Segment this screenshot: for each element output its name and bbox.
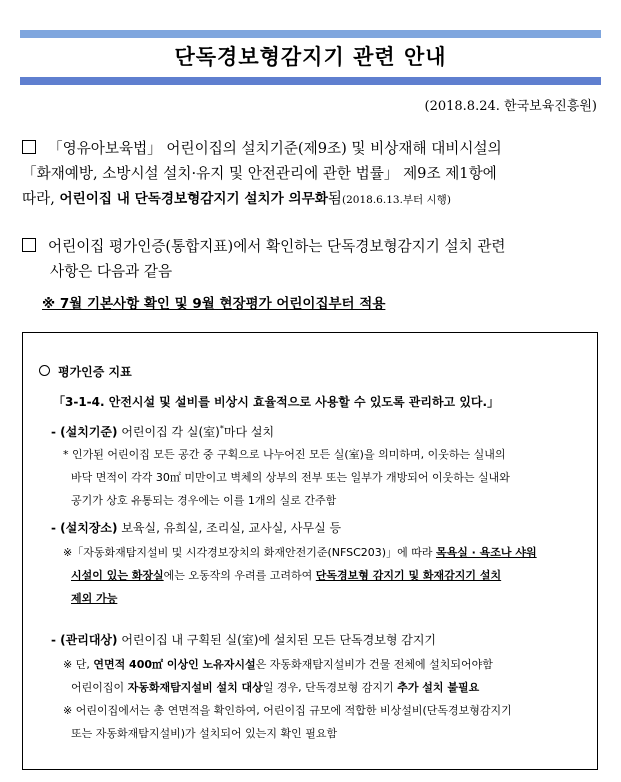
indicator-box bbox=[22, 332, 598, 770]
location-note2-bold1: 시설이 있는 화장실 bbox=[71, 569, 164, 582]
intro-p1-line3-suffix: 됨 bbox=[327, 190, 343, 207]
intro-p1-bold: 어린이집 내 단독경보형감지기 설치가 의무화 bbox=[59, 191, 328, 207]
intro-p1-line2: 「화재예방, 소방시설 설치·유지 및 안전관리에 관한 법률」 제9조 제1항에 bbox=[22, 165, 497, 182]
intro-p2-line2: 사항은 다음과 같음 bbox=[50, 263, 173, 280]
intro-p1-line3-prefix: 따라, bbox=[22, 190, 60, 207]
criteria-note-3: 공기가 상호 유통되는 경우에는 이를 1개의 실로 간주함 bbox=[71, 494, 337, 507]
indicator-text: 「3-1-4. 안전시설 및 설비를 비상시 효율적으로 사용할 수 있도록 관리하고 있다.」 bbox=[53, 395, 500, 409]
criteria-sup: * bbox=[219, 424, 224, 433]
scope-note-1 bbox=[63, 656, 493, 672]
intro-paragraph-2 bbox=[22, 234, 602, 284]
checkbox-icon bbox=[22, 238, 36, 252]
criteria-note-1: * 인가된 어린이집 모든 공간 중 구획으로 나누어진 모든 실(室)을 의미하며, 이웃하는 실내의 bbox=[63, 448, 506, 461]
intro-p2-line1: 어린이집 평가인증(통합지표)에서 확인하는 단독경보형감지기 설치 관련 bbox=[48, 238, 506, 255]
criteria-text-after: 마다 설치 bbox=[223, 425, 275, 439]
scope-note-2 bbox=[71, 679, 479, 695]
page-title: 단독경보형감지기 관련 안내 bbox=[174, 45, 447, 69]
box-heading bbox=[39, 363, 132, 380]
intro-p1-line3 bbox=[22, 186, 602, 213]
scope-n2-bold2: 추가 설치 불필요 bbox=[397, 681, 480, 694]
title-top-bar bbox=[20, 30, 601, 38]
criteria-label: - (설치기준) bbox=[51, 425, 118, 439]
intro-p1-date: (2018.6.13.부터 시행) bbox=[342, 194, 451, 206]
intro-paragraph-1 bbox=[22, 136, 602, 213]
intro-p1-line1: 「영유아보육법」 어린이집의 설치기준(제9조) 및 비상재해 대비시설의 bbox=[48, 140, 502, 157]
location-label: - (설치장소) bbox=[51, 521, 118, 535]
criteria-note-2: 바닥 면적이 각각 30㎡ 미만이고 벽체의 상부의 전부 또는 일부가 개방되어 이웃하는 실내와 bbox=[71, 471, 510, 484]
scope-n1-pre: ※ 단, bbox=[63, 658, 94, 671]
location-line bbox=[51, 519, 341, 536]
location-note2-bold2: 단독경보형 감지기 및 화재감지기 설치 bbox=[315, 569, 502, 582]
location-note2-mid: 에는 오동작의 우려를 고려하여 bbox=[163, 569, 316, 582]
apply-note: ※ 7월 기본사항 확인 및 9월 현장평가 어린이집부터 적용 bbox=[42, 296, 386, 312]
circle-bullet-icon bbox=[39, 365, 50, 376]
scope-n1-bold: 연면적 400㎡ 이상인 노유자시설 bbox=[93, 658, 256, 671]
box-heading-text: 평가인증 지표 bbox=[58, 365, 132, 379]
scope-text: 어린이집 내 구획된 실(室)에 설치된 모든 단독경보형 감지기 bbox=[117, 633, 436, 647]
scope-note-3: ※ 어린이집에서는 총 연면적을 확인하여, 어린이집 규모에 적합한 비상설비(단독경보형감지기 bbox=[63, 704, 512, 717]
location-note-pre: ※「자동화재탐지설비 및 시각경보장치의 화재안전기준(NFSC203)」에 따라 bbox=[63, 546, 436, 559]
location-note-bold1: 목욕실 · 욕조나 샤워 bbox=[435, 546, 537, 559]
date-source: (2018.8.24. 한국보육진흥원) bbox=[424, 99, 597, 114]
scope-line bbox=[51, 631, 436, 648]
checkbox-icon bbox=[22, 140, 36, 154]
location-note-2 bbox=[71, 567, 501, 583]
location-note-3: 제외 가능 bbox=[71, 592, 118, 605]
scope-n2-mid: 일 경우, 단독경보형 감지기 bbox=[262, 681, 398, 694]
scope-note-4: 또는 자동화재탐지설비)가 설치되어 있는지 확인 필요함 bbox=[71, 727, 338, 740]
location-note-1 bbox=[63, 544, 537, 560]
scope-n1-post: 은 자동화재탐지설비가 건물 전체에 설치되어야함 bbox=[255, 658, 493, 671]
criteria-text-before: 어린이집 각 실(室) bbox=[117, 425, 220, 439]
scope-label: - (관리대상) bbox=[51, 633, 118, 647]
scope-n2-bold1: 자동화재탐지설비 설치 대상 bbox=[127, 681, 263, 694]
title-bottom-bar bbox=[20, 77, 601, 85]
location-text: 보육실, 유희실, 조리실, 교사실, 사무실 등 bbox=[117, 521, 342, 535]
scope-n2-pre: 어린이집이 bbox=[71, 681, 128, 694]
criteria-line bbox=[51, 423, 274, 440]
